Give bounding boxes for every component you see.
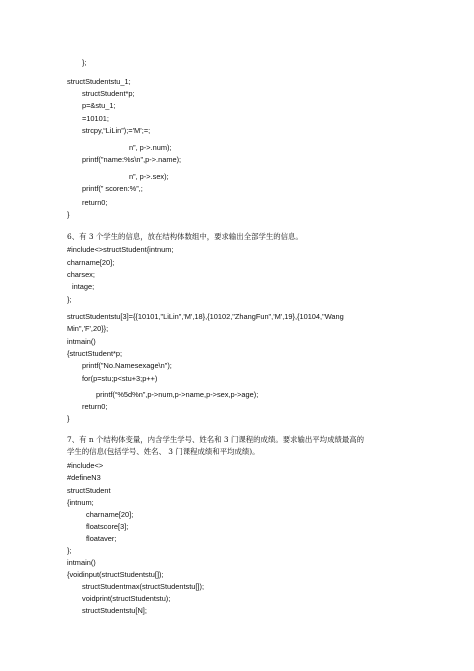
code-line: Min",'F',20}}; (67, 324, 109, 333)
code-line: structStudentstu_1; (67, 77, 131, 86)
question-7-heading: 7、有 n 个结构体变量，内含学生学号、姓名和 3 门课程的成绩。要求输出平均成绩最高的 (67, 435, 365, 444)
code-line: charname[20]; (67, 258, 115, 267)
code-line: printf("No.Namesexage\n"); (82, 361, 172, 370)
code-line: charname[20]; (86, 510, 134, 519)
code-line: {intnum; (67, 498, 94, 507)
code-line: {structStudent*p; (67, 349, 123, 358)
code-line: {voidinput(structStudentstu[]); (67, 570, 164, 579)
code-line: intage; (72, 282, 95, 291)
code-line: n”, p->.sex); (129, 172, 169, 181)
code-line: #include<>structStudent{intnum; (67, 245, 174, 254)
code-line: intmain() (67, 558, 96, 567)
code-line: return0; (82, 402, 108, 411)
code-line: structStudentstu[N]; (82, 606, 147, 615)
code-line: } (67, 210, 70, 219)
code-line: structStudent (67, 486, 111, 495)
code-line: return0; (82, 198, 108, 207)
code-line: p=&stu_1; (82, 101, 116, 110)
code-line: charsex; (67, 270, 95, 279)
code-line: }; (67, 546, 72, 555)
code-line: structStudentmax(structStudentstu[]); (82, 582, 204, 591)
code-line: strcpy,“LiLin”);='M’;=; (82, 126, 151, 135)
code-line: structStudentstu[3]={{10101,"LiLin",'M',18},{10102,"ZhangFun",'M',19},{10104,"Wang (67, 312, 344, 321)
question-6-heading: 6、有 3 个学生的信息，放在结构体数组中，要求输出全部学生的信息。 (67, 232, 303, 241)
code-line: } (67, 414, 70, 423)
code-line: printf("name:%s\n",p->.name); (82, 155, 182, 164)
code-line: structStudent*p; (82, 89, 135, 98)
code-line: }; (67, 295, 72, 304)
code-line: #defineN3 (67, 473, 101, 482)
code-line: printf(“%5d%n”,p->num,p->name,p->sex,p->age); (96, 390, 259, 399)
code-line: floataver; (86, 534, 117, 543)
code-line: for(p=stu;p<stu+3;p++) (82, 374, 158, 383)
code-line: voidprint(structStudentstu); (82, 594, 171, 603)
question-7-heading-continued: 学生的信息(包括学号、姓名、 3 门课程成绩和平均成绩)。 (67, 447, 260, 456)
code-line: floatscore[3]; (86, 522, 129, 531)
code-line: }; (82, 58, 87, 67)
code-line: printf(” scoren:%”,; (82, 184, 143, 193)
code-line: #include<> (67, 461, 104, 470)
code-line: intmain() (67, 337, 96, 346)
code-line: =10101; (82, 114, 109, 123)
code-line: n”, p->.num); (129, 143, 172, 152)
